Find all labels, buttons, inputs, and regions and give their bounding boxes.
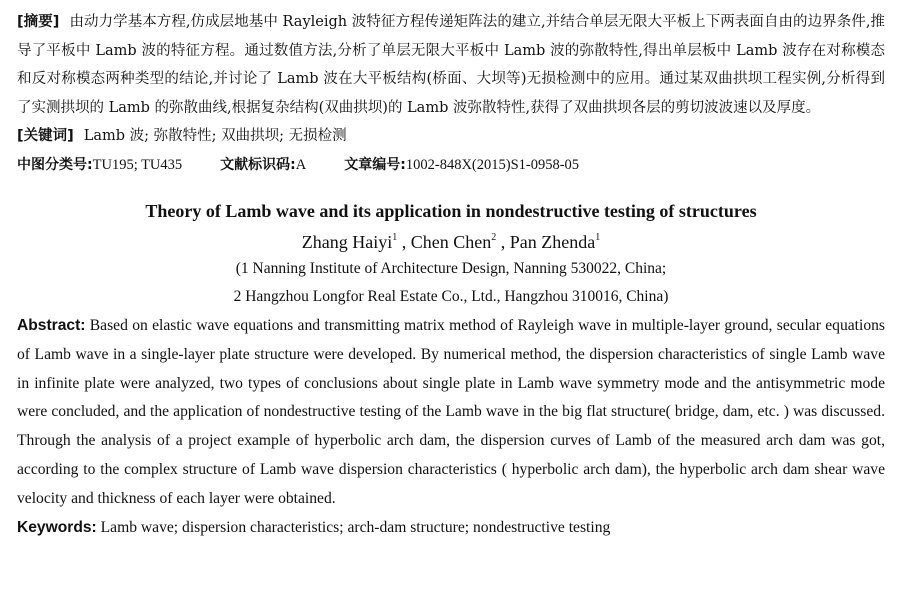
- chinese-abstract: [17, 8, 885, 122]
- author-name: Pan Zhenda: [509, 231, 596, 252]
- affiliation-line: 2 Hangzhou Longfor Real Estate Co., Ltd., Hangzhou 310016, China): [233, 288, 669, 306]
- english-abstract-text: Based on elastic wave equations and transmitting matrix method of Rayleigh wave in multiple-layer ground, secular equations of Lamb wave in a single-layer plate structure were developed. By numerical method, the dispersion characteristics of single Lamb wave in infinite plate were analyzed, two types of conclusions about single plate in Lamb wave symmetry mode and the antisymmetric mode were concluded, and the application of nondestructive testing of the Lamb wave in the big flat structure( bridge, dam, etc. ) was discussed. Through the analysis of a project example of hyperbolic arch dam, the dispersion curves of Lamb of the measured arch dam was got, according to the complex structure of Lamb wave dispersion characteristics ( hyperbolic arch dam), the hyperbolic arch dam shear wave velocity and thickness of each layer were obtained.: [17, 316, 886, 507]
- english-keywords-text: Lamb wave; dispersion characteristics; arch-dam structure; nondestructive testing: [100, 518, 611, 536]
- english-abstract: [17, 312, 885, 514]
- classification-line: [17, 151, 885, 179]
- author-affiliation-marker: 1: [392, 231, 398, 243]
- article-number-value: 1002-848X(2015)S1-0958-05: [405, 156, 580, 173]
- author-separator: ,: [397, 231, 411, 252]
- doc-code-label: 文献标识码:: [220, 156, 296, 173]
- author-name: Chen Chen: [410, 231, 492, 252]
- author-affiliation-marker: 1: [595, 231, 601, 243]
- chinese-keywords: [17, 122, 885, 151]
- clc-value: TU195; TU435: [92, 156, 183, 173]
- article-number-label: 文章编号:: [344, 156, 406, 173]
- paper-page: [17, 8, 885, 542]
- english-keywords: [17, 514, 885, 543]
- clc-label: 中图分类号:: [17, 156, 93, 173]
- english-abstract-label: Abstract:: [17, 316, 86, 334]
- affiliation-line: (1 Nanning Institute of Architecture Design, Nanning 530022, China;: [235, 259, 667, 277]
- english-keywords-label: Keywords:: [17, 518, 97, 536]
- chinese-abstract-text: 由动力学基本方程,仿成层地基中 Rayleigh 波特征方程传递矩阵法的建立,并结合单层无限大平板上下两表面自由的边界条件,推导了平板中 Lamb 波的特征方程。通过数值方法,分析了单层无限大平板中 Lamb 波的弥散特性,得出单层板中 Lamb 波存在对称模态和反对称模态两种类型的结论,并讨论了 Lamb 波在大平板结构(桥面、大坝等)无损检测中的应用。通过某双曲拱坝工程实例,分析得到了实测拱坝的 Lamb 的弥散曲线,根据复杂结构(双曲拱坝)的 Lamb 波弥散特性,获得了双曲拱坝各层的剪切波波速以及厚度。: [17, 14, 885, 116]
- chinese-keywords-label: [关键词]: [17, 128, 74, 145]
- chinese-keywords-text: Lamb 波; 弥散特性; 双曲拱坝; 无损检测: [83, 128, 347, 145]
- chinese-abstract-label: [摘要]: [17, 14, 60, 30]
- author-separator: ,: [496, 231, 510, 252]
- author-name: Zhang Haiyi: [301, 231, 393, 252]
- english-title: Theory of Lamb wave and its application in nondestructive testing of structures: [145, 200, 757, 221]
- author-list: [17, 229, 885, 255]
- author-affiliation-marker: 2: [491, 231, 497, 243]
- doc-code-value: A: [295, 156, 307, 173]
